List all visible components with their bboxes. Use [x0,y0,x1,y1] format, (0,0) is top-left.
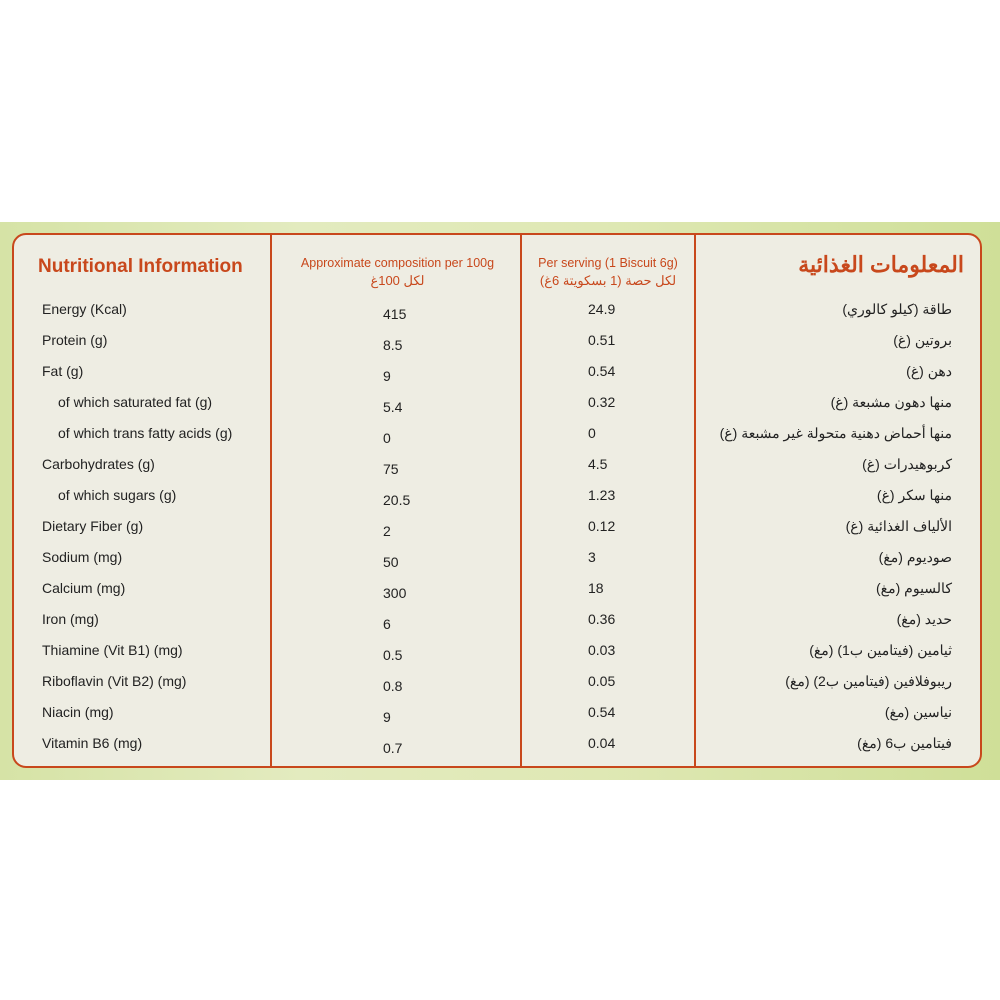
table-row [0,363,1000,393]
row-label: Protein (g) [42,332,108,348]
table-row [0,487,1000,517]
row-arabic: حديد (مغ) [896,611,952,627]
table-row [0,456,1000,486]
table-row [0,549,1000,579]
row-serving: 0.12 [588,518,616,534]
row-serving: 3 [588,549,596,565]
row-label: Fat (g) [42,363,84,379]
table-row [0,332,1000,362]
row-per100: 0.7 [383,740,403,756]
table-row [0,301,1000,331]
row-serving: 0.04 [588,735,616,751]
row-arabic: ريبوفلافين (فيتامين ب2) (مغ) [785,673,952,689]
column-header-serving-ar: لكل حصة (1 بسكويتة 6غ) [539,273,677,288]
row-arabic: منها دهون مشبعة (غ) [830,394,952,410]
arabic-table-title: المعلومات الغذائية [798,252,964,277]
table-row [0,642,1000,672]
row-per100: 2 [383,523,391,539]
row-per100: 415 [383,306,407,322]
table-row [0,518,1000,548]
row-arabic: كالسيوم (مغ) [876,580,952,596]
row-per100: 5.4 [383,399,403,415]
row-label: of which sugars (g) [58,487,177,503]
table-title: Nutritional Information [38,256,243,277]
row-per100: 0.5 [383,647,403,663]
row-serving: 1.23 [588,487,616,503]
row-serving: 4.5 [588,456,608,472]
table-row [0,611,1000,641]
row-label: Dietary Fiber (g) [42,518,144,534]
row-serving: 24.9 [588,301,616,317]
row-label: Sodium (mg) [42,549,123,565]
row-per100: 9 [383,709,391,725]
table-row [0,735,1000,765]
column-header-serving [522,255,694,289]
row-per100: 50 [383,554,399,570]
row-per100: 6 [383,616,391,632]
row-per100: 300 [383,585,407,601]
row-label: Carbohydrates (g) [42,456,155,472]
row-per100: 0 [383,430,391,446]
table-row [0,580,1000,610]
row-serving: 0.32 [588,394,616,410]
row-arabic: طاقة (كيلو كالوري) [842,301,952,317]
row-serving: 0.36 [588,611,616,627]
row-label: Calcium (mg) [42,580,126,596]
row-per100: 0.8 [383,678,403,694]
row-per100: 20.5 [383,492,411,508]
column-header-serving-en: Per serving (1 Biscuit 6g) [538,256,678,270]
row-arabic: منها سكر (غ) [876,487,952,503]
row-serving: 18 [588,580,604,596]
column-header-per100 [275,255,520,289]
column-header-per100-ar: لكل 100غ [370,273,425,288]
row-label: Vitamin B6 (mg) [42,735,143,751]
row-serving: 0.03 [588,642,616,658]
table-row [0,425,1000,455]
row-arabic: كربوهيدرات (غ) [862,456,952,472]
row-arabic: دهن (غ) [906,363,952,379]
row-arabic: ثيامين (فيتامين ب1) (مغ) [809,642,952,658]
row-label: Thiamine (Vit B1) (mg) [42,642,183,658]
row-serving: 0.05 [588,673,616,689]
row-per100: 8.5 [383,337,403,353]
row-arabic: منها أحماض دهنية متحولة غير مشبعة (غ) [719,425,952,441]
table-row [0,673,1000,703]
row-arabic: صوديوم (مغ) [878,549,952,565]
row-per100: 75 [383,461,399,477]
row-arabic: نياسين (مغ) [884,704,952,720]
row-arabic: فيتامين ب6 (مغ) [857,735,952,751]
row-label: Niacin (mg) [42,704,114,720]
row-arabic: بروتين (غ) [893,332,952,348]
row-per100: 9 [383,368,391,384]
row-label: Energy (Kcal) [42,301,127,317]
row-serving: 0.54 [588,363,616,379]
row-label: of which trans fatty acids (g) [58,425,233,441]
column-header-per100-en: Approximate composition per 100g [300,256,495,270]
table-row [0,704,1000,734]
row-label: Iron (mg) [42,611,99,627]
row-arabic: الألياف الغذائية (غ) [845,518,952,534]
row-label: of which saturated fat (g) [58,394,213,410]
row-serving: 0 [588,425,596,441]
table-row [0,394,1000,424]
row-serving: 0.51 [588,332,616,348]
row-serving: 0.54 [588,704,616,720]
row-label: Riboflavin (Vit B2) (mg) [42,673,187,689]
